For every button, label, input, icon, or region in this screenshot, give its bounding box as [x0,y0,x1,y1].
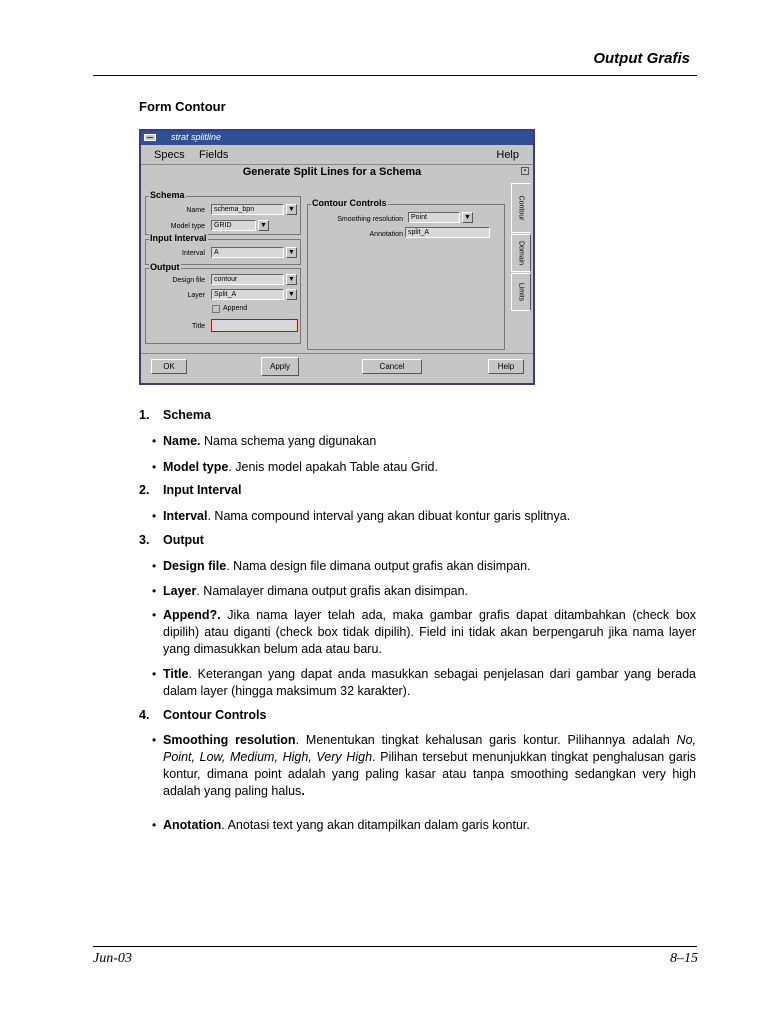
window-menu-icon[interactable] [144,134,156,141]
append-checkbox[interactable] [212,305,220,313]
list-item [152,583,696,600]
section-number: 1. [139,408,150,422]
annotation-label: Annotation [369,231,403,238]
list-item [152,459,696,476]
menu-help[interactable]: Help [496,149,519,161]
smoothing-resolution-label: Smoothing resolution [337,216,403,223]
bullet-icon: • [152,733,157,747]
tab-domain[interactable] [511,234,531,272]
annotation-field[interactable]: split_A [405,227,490,238]
model-type-dropdown-icon[interactable]: ▼ [258,220,269,231]
input-interval-group-label: Input Interval [150,233,207,243]
bullet-icon: • [152,608,157,622]
name-label: Name [186,207,205,214]
tab-limits-label: Limits [517,282,525,302]
item-term: Interval [163,509,208,523]
item-term: Name. [163,434,201,448]
section-number: 2. [139,483,150,497]
menu-specs[interactable]: Specs [154,149,185,161]
page-header-title: Output Grafis [593,50,690,67]
dialog-heading: Generate Split Lines for a Schema [242,166,422,178]
figure-title: Form Contour [139,99,226,114]
contour-controls-group-label: Contour Controls [312,198,387,208]
list-item [152,732,697,800]
output-group-label: Output [150,262,180,272]
ok-button[interactable]: OK [151,359,187,374]
item-text: . Jenis model apakah Table atau Grid. [228,460,438,474]
item-term: Smoothing resolution [163,733,296,747]
design-file-dropdown-icon[interactable]: ▼ [286,274,297,285]
section-title: Output [163,533,204,547]
interval-dropdown-icon[interactable]: ▼ [286,247,297,258]
item-term: Anotation [163,818,222,832]
append-label: Append [223,305,248,312]
item-term: Design file [163,559,227,573]
dialog-title-bar [141,131,533,145]
title-field[interactable] [211,319,298,332]
item-term: Model type [163,460,229,474]
section-number: 3. [139,533,150,547]
bullet-icon: • [152,818,157,832]
item-text: . Namalayer dimana output grafis akan disimpan. [196,584,469,598]
item-term: Layer [163,584,197,598]
bullet-icon: • [152,584,157,598]
list-item [152,433,696,450]
model-type-field[interactable]: GRID [211,220,256,231]
item-term: Title [163,667,189,681]
footer-date: Jun-03 [93,951,132,966]
item-options: No, Point, Low, Medium, High, Very High [163,733,696,764]
schema-name-field[interactable]: schema_bpn [211,204,284,215]
list-item [152,607,696,658]
cancel-button[interactable]: Cancel [362,359,422,374]
bullet-icon: • [152,460,157,474]
dialog-title: strat splitline [171,132,222,142]
list-item [152,508,696,525]
contour-controls-group [307,198,505,350]
item-text: . Keterangan yang dapat anda masukkan sebagai penjelasan dari gambar yang berada dalam layer (hingga maksimum 32 karakter). [163,667,696,698]
schema-name-dropdown-icon[interactable]: ▼ [286,204,297,215]
footer-rule [93,946,697,947]
tab-contour-label: Contour [517,195,525,221]
apply-button[interactable]: Apply [261,357,299,376]
menu-bar [141,146,533,165]
item-text: Nama schema yang digunakan [200,434,377,448]
list-item [152,817,696,834]
item-text-end: . [301,784,305,798]
model-type-label: Model type [170,223,205,230]
button-bar-divider [141,353,533,354]
help-button[interactable]: Help [488,359,524,374]
bullet-icon: • [152,509,157,523]
bullet-icon: • [152,434,157,448]
layer-field[interactable]: Split_A [211,289,284,300]
split-lines-dialog [139,129,535,385]
item-text: . Anotasi text yang akan ditampilkan dalam garis kontur. [221,818,530,832]
interval-field[interactable]: A [211,247,284,258]
item-text: . Pilihan tersebut menunjukkan tingkat penghalusan garis kontur, dimana point adalah yang paling kasar atau tanpa smoothing sedangkan very high adalah yang paling halus [163,750,697,798]
design-file-field[interactable]: contour [211,274,284,285]
item-term: Append?. [163,608,221,622]
design-file-label: Design file [172,277,205,284]
tab-contour[interactable] [511,183,531,233]
item-text: . Nama compound interval yang akan dibuat kontur garis splitnya. [207,509,571,523]
header-rule [93,75,697,76]
list-item [152,666,696,700]
interval-label: Interval [182,250,205,257]
smoothing-resolution-field[interactable]: Point [408,212,460,223]
section-title: Schema [163,408,211,422]
schema-group-label: Schema [150,190,185,200]
menu-fields[interactable]: Fields [199,149,229,161]
section-title: Input Interval [163,483,242,497]
section-title: Contour Controls [163,708,267,722]
section-number: 4. [139,708,150,722]
collapse-icon[interactable]: ▪ [521,167,529,175]
layer-label: Layer [187,292,205,299]
tab-domain-label: Domain [517,240,525,266]
item-text: . Nama design file dimana output grafis akan disimpan. [226,559,531,573]
title-label: Title [192,323,205,330]
bullet-icon: • [152,559,157,573]
smoothing-dropdown-icon[interactable]: ▼ [462,212,473,223]
layer-dropdown-icon[interactable]: ▼ [286,289,297,300]
list-item [152,558,696,575]
footer-page-number: 8–15 [670,951,698,966]
item-text: Jika nama layer telah ada, maka gambar grafis dapat ditambahkan (check box dipilih) atau diganti (check box tidak dipilih). Field ini tidak akan berpengaruh jika nama layer yang dimasukkan belum ada atau baru. [163,608,696,656]
bullet-icon: • [152,667,157,681]
item-text: . Menentukan tingkat kehalusan garis kontur. Pilihannya adalah [295,733,677,747]
tab-limits[interactable] [511,273,531,311]
